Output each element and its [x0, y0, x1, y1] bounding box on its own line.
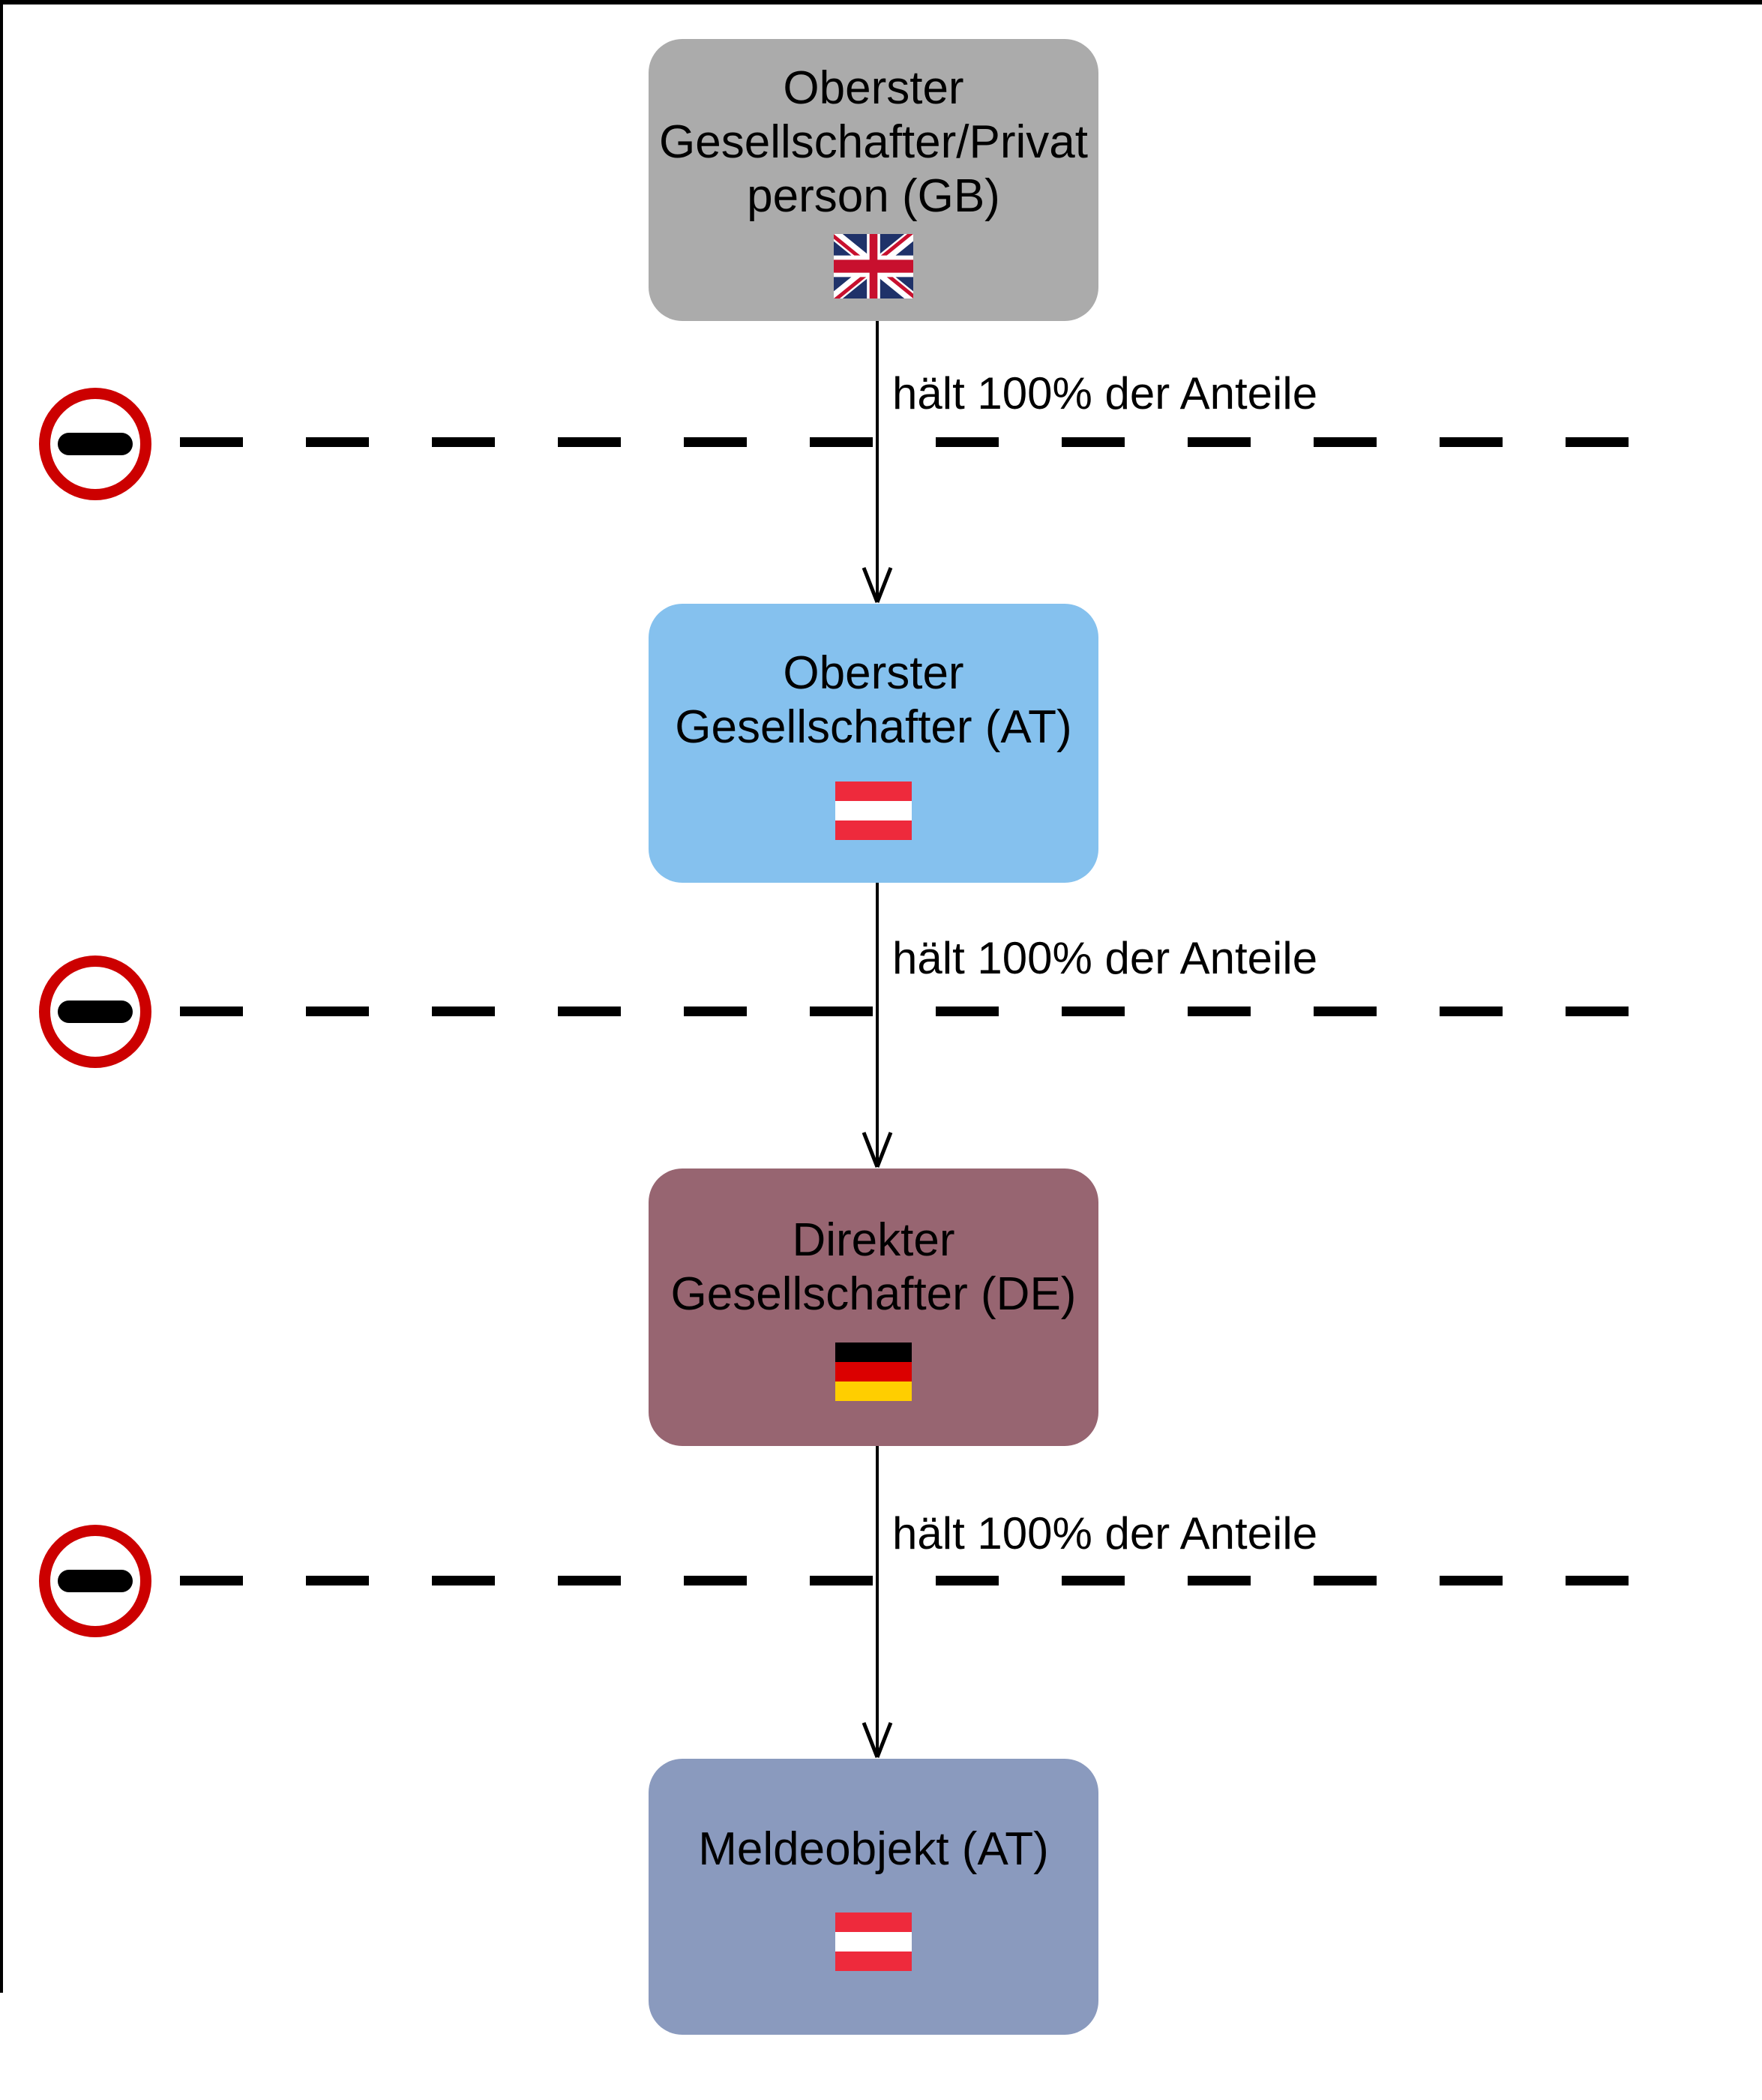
- no-entry-bar: [58, 433, 133, 455]
- node-label-line: Direkter: [792, 1214, 955, 1266]
- no-entry-bar: [58, 1000, 133, 1023]
- no-entry-icon: [39, 956, 151, 1068]
- node-label-line: Gesellschafter (DE): [670, 1268, 1077, 1320]
- page-border-left: [0, 0, 3, 1993]
- node-label-line: Gesellschafter (AT): [675, 701, 1072, 753]
- node-label-line: person (GB): [747, 170, 1000, 222]
- node-label-line: Gesellschafter/Privat: [659, 116, 1088, 168]
- dashed-separator-line: [180, 437, 1680, 447]
- dashed-separator-line: [180, 1576, 1680, 1586]
- no-entry-bar: [58, 1570, 133, 1592]
- page-border-top: [0, 0, 1762, 4]
- edge-label-ownership: hält 100% der Anteile: [892, 1508, 1318, 1558]
- dashed-separator-line: [180, 1006, 1680, 1016]
- node-label-line: Oberster: [783, 647, 964, 699]
- arrow-at-to-de: [855, 883, 900, 1168]
- no-entry-icon: [39, 388, 151, 500]
- edge-label-ownership: hält 100% der Anteile: [892, 933, 1318, 983]
- node-direkter-gesellschafter-de: [649, 1168, 1098, 1446]
- uk-flag-icon: [834, 234, 913, 298]
- arrow-de-to-meldeobjekt: [855, 1446, 900, 1759]
- node-oberster-gesellschafter-gb: [649, 39, 1098, 321]
- node-oberster-gesellschafter-at: [649, 604, 1098, 883]
- arrow-gb-to-at: [855, 321, 900, 604]
- austria-flag-icon: [835, 1912, 912, 1971]
- node-meldeobjekt-at: [649, 1759, 1098, 2035]
- node-label-line: Oberster: [783, 62, 964, 114]
- no-entry-icon: [39, 1525, 151, 1637]
- austria-flag-icon: [835, 782, 912, 840]
- edge-label-ownership: hält 100% der Anteile: [892, 368, 1318, 418]
- node-label-line: Meldeobjekt (AT): [698, 1823, 1049, 1875]
- germany-flag-icon: [835, 1342, 912, 1401]
